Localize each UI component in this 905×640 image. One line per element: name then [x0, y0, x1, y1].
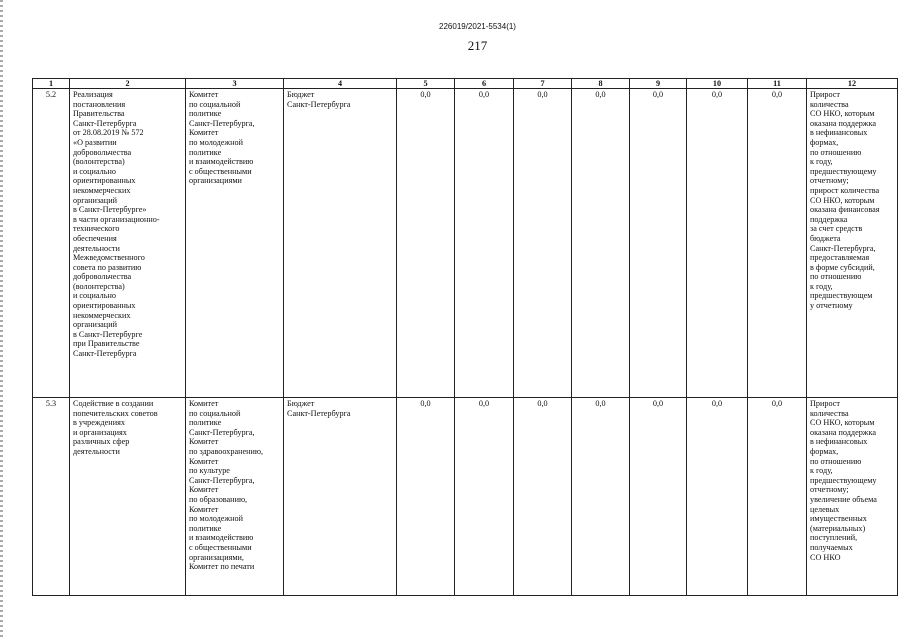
- value-cell: 0,0: [397, 89, 455, 398]
- value-cell: 0,0: [397, 398, 455, 596]
- header-cell: 9: [630, 79, 687, 89]
- header-cell: 1: [33, 79, 70, 89]
- header-row: [33, 79, 898, 89]
- header-cell: 11: [748, 79, 807, 89]
- value-cell: 0,0: [514, 398, 572, 596]
- header-cell: 10: [687, 79, 748, 89]
- scan-edge: [0, 0, 3, 640]
- funding-source: Бюджет Санкт-Петербурга: [284, 89, 397, 398]
- indicator: Прирост количества СО НКО, которым оказана поддержка в нефинансовых формах, по отношению к году, предшествующему отчетному; прирост количества СО НКО, которым оказана финансовая поддержка за счет средств бюджета Санкт-Петербурга, предоставляемая в форме субсидий, по отношению к году, предшествующем у отчетному: [807, 89, 898, 398]
- value-cell: 0,0: [572, 398, 630, 596]
- table-row: [33, 89, 898, 398]
- header-cell: 6: [455, 79, 514, 89]
- document-number: 226019/2021-5534(1): [439, 22, 516, 31]
- header-cell: 7: [514, 79, 572, 89]
- header-cell: 2: [70, 79, 186, 89]
- value-cell: 0,0: [630, 398, 687, 596]
- header-cell: 3: [186, 79, 284, 89]
- value-cell: 0,0: [748, 89, 807, 398]
- funding-source: Бюджет Санкт-Петербурга: [284, 398, 397, 596]
- value-cell: 0,0: [572, 89, 630, 398]
- header-cell: 8: [572, 79, 630, 89]
- executor: Комитет по социальной политике Санкт-Петербурга, Комитет по молодежной политике и взаимодействию с общественными организациями: [186, 89, 284, 398]
- header-cell: 12: [807, 79, 898, 89]
- program-table: [32, 78, 898, 596]
- value-cell: 0,0: [455, 398, 514, 596]
- value-cell: 0,0: [687, 89, 748, 398]
- value-cell: 0,0: [455, 89, 514, 398]
- value-cell: 0,0: [748, 398, 807, 596]
- row-number: 5.3: [33, 398, 70, 596]
- value-cell: 0,0: [630, 89, 687, 398]
- measure-name: Содействие в создании попечительских советов в учреждениях и организациях различных сфер деятельности: [70, 398, 186, 596]
- header-cell: 4: [284, 79, 397, 89]
- value-cell: 0,0: [687, 398, 748, 596]
- executor: Комитет по социальной политике Санкт-Петербурга, Комитет по здравоохранению, Комитет по культуре Санкт-Петербурга, Комитет по образованию, Комитет по молодежной политике и взаимодействию с общественными организациями, Комитет по печати: [186, 398, 284, 596]
- row-number: 5.2: [33, 89, 70, 398]
- header-cell: 5: [397, 79, 455, 89]
- table-row: [33, 398, 898, 596]
- measure-name: Реализация постановления Правительства Санкт-Петербурга от 28.08.2019 № 572 «О развитии добровольчества (волонтерства) и социально ориентированных некоммерческих организаций в Санкт-Петербурге» в части организационно- технического обеспечения деятельности Межведомственного совета по развитию добровольчества (волонтерства) и социально ориентированных некоммерческих организаций в Санкт-Петербурге при Правительстве Санкт-Петербурга: [70, 89, 186, 398]
- value-cell: 0,0: [514, 89, 572, 398]
- indicator: Прирост количества СО НКО, которым оказана поддержка в нефинансовых формах, по отношению к году, предшествующему отчетному; увеличение объема целевых имущественных (материальных) поступлений, получаемых СО НКО: [807, 398, 898, 596]
- page-number: 217: [467, 38, 488, 53]
